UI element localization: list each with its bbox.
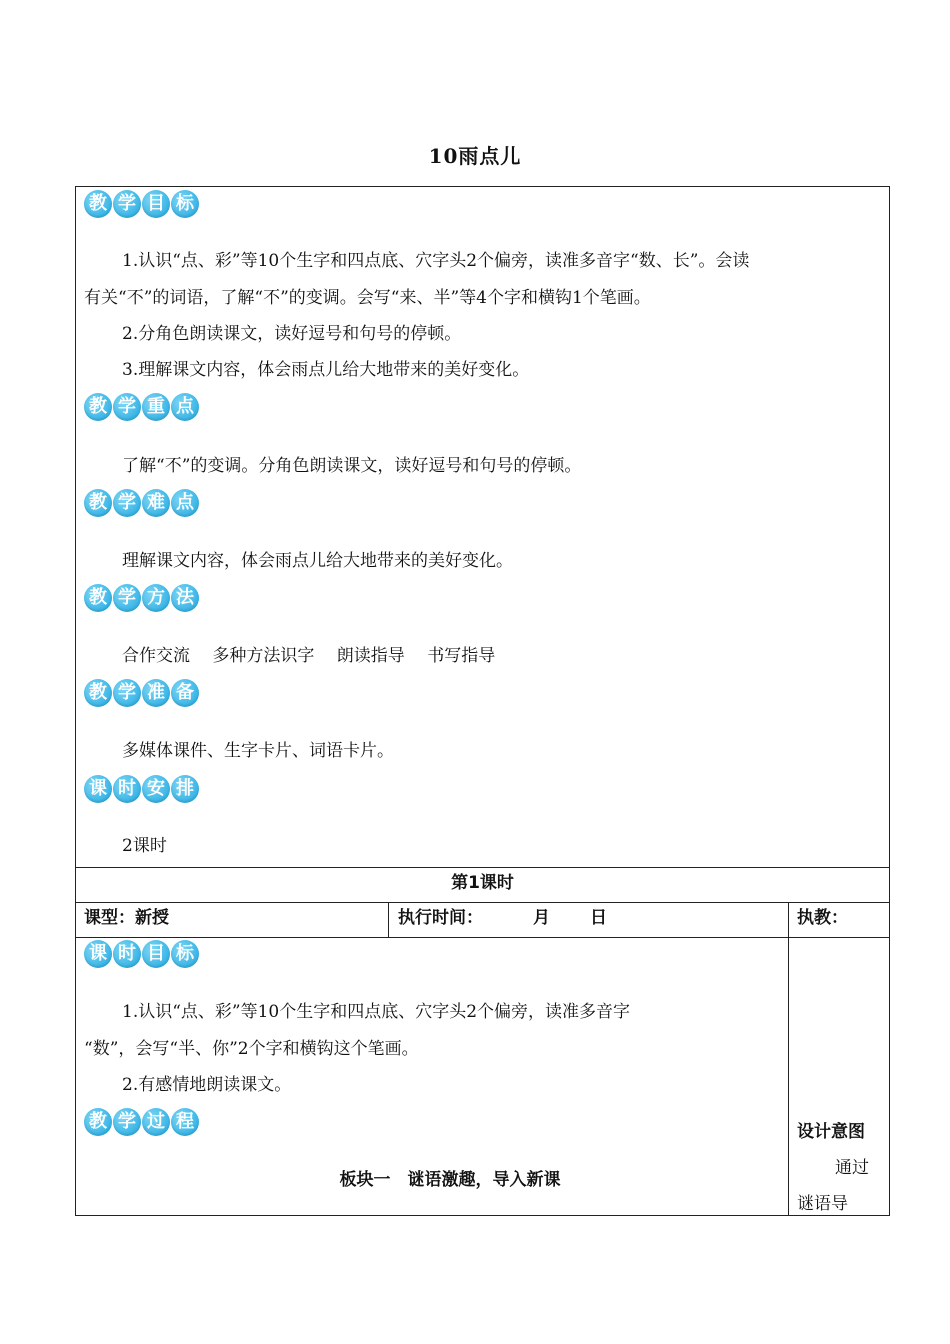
badge-char: 学 [113, 584, 141, 612]
schedule-text: 2课时 [122, 836, 167, 856]
lesson-type: 课型：新授 [84, 908, 169, 928]
badge-difficulties [84, 489, 199, 517]
badge-char: 学 [113, 1108, 141, 1136]
badge-preparation [84, 679, 199, 707]
badge-char: 学 [113, 190, 141, 218]
badge-char: 学 [113, 679, 141, 707]
badge-char: 点 [171, 489, 199, 517]
badge-char: 标 [171, 940, 199, 968]
objective-line-1: 1.认识“点、彩”等10个生字和四点底、穴字头2个偏旁，读准多音字 [122, 1002, 631, 1022]
badge-char: 教 [84, 190, 112, 218]
badge-char: 方 [142, 584, 170, 612]
badge-char: 时 [113, 775, 141, 803]
badge-char: 目 [142, 190, 170, 218]
badge-char: 过 [142, 1108, 170, 1136]
badge-char: 排 [171, 775, 199, 803]
day-label: 日 [590, 908, 607, 928]
badge-char: 目 [142, 940, 170, 968]
teacher-label: 执教： [797, 908, 848, 928]
info-divider-2 [788, 902, 789, 938]
key-points-text: 了解“不”的变调。分角色朗读课文，读好逗号和句号的停顿。 [122, 456, 582, 476]
block-title: 板块一 谜语激趣，导入新课 [339, 1170, 561, 1190]
badge-char: 点 [171, 393, 199, 421]
badge-char: 学 [113, 489, 141, 517]
badge-teaching-goals [84, 190, 199, 218]
badge-char: 时 [113, 940, 141, 968]
badge-char: 标 [171, 190, 199, 218]
design-line-1: 通过 [835, 1158, 869, 1178]
badge-lesson-objectives [84, 940, 199, 968]
difficulty-text: 理解课文内容，体会雨点儿给大地带来的美好变化。 [122, 551, 513, 571]
badge-char: 程 [171, 1108, 199, 1136]
goal-line-1: 1.认识“点、彩”等10个生字和四点底、穴字头2个偏旁，读准多音字“数、长”。会读 [122, 251, 750, 271]
execution-time-label: 执行时间： [398, 908, 483, 928]
badge-char: 难 [142, 489, 170, 517]
goal-line-3: 2.分角色朗读课文，读好逗号和句号的停顿。 [122, 324, 462, 344]
method-text: 合作交流 多种方法识字 朗读指导 书写指导 [122, 646, 496, 666]
badge-char: 课 [84, 940, 112, 968]
goal-line-2: 有关“不”的词语，了解“不”的变调。会写“来、半”等4个字和横钩1个笔画。 [84, 288, 651, 308]
page-title: 10雨点儿 [428, 144, 522, 168]
badge-char: 教 [84, 679, 112, 707]
preparation-text: 多媒体课件、生字卡片、词语卡片。 [122, 741, 394, 761]
badge-char: 课 [84, 775, 112, 803]
badge-char: 法 [171, 584, 199, 612]
badge-key-points [84, 393, 199, 421]
design-line-2: 谜语导 [797, 1194, 848, 1214]
badge-schedule [84, 775, 199, 803]
month-label: 月 [533, 908, 550, 928]
badge-char: 教 [84, 1108, 112, 1136]
design-intent-title: 设计意图 [797, 1122, 865, 1142]
badge-char: 教 [84, 584, 112, 612]
badge-char: 安 [142, 775, 170, 803]
badge-char: 学 [113, 393, 141, 421]
badge-char: 教 [84, 489, 112, 517]
badge-char: 准 [142, 679, 170, 707]
badge-char: 重 [142, 393, 170, 421]
badge-char: 教 [84, 393, 112, 421]
goal-line-4: 3.理解课文内容，体会雨点儿给大地带来的美好变化。 [122, 360, 530, 380]
badge-char: 备 [171, 679, 199, 707]
objective-line-2: “数”，会写“半、你”2个字和横钩这个笔画。 [84, 1039, 419, 1059]
lesson-heading: 第1课时 [451, 873, 514, 893]
badge-teaching-process [84, 1108, 199, 1136]
badge-teaching-method [84, 584, 199, 612]
objective-line-3: 2.有感情地朗读课文。 [122, 1075, 292, 1095]
info-divider-1 [388, 902, 389, 938]
